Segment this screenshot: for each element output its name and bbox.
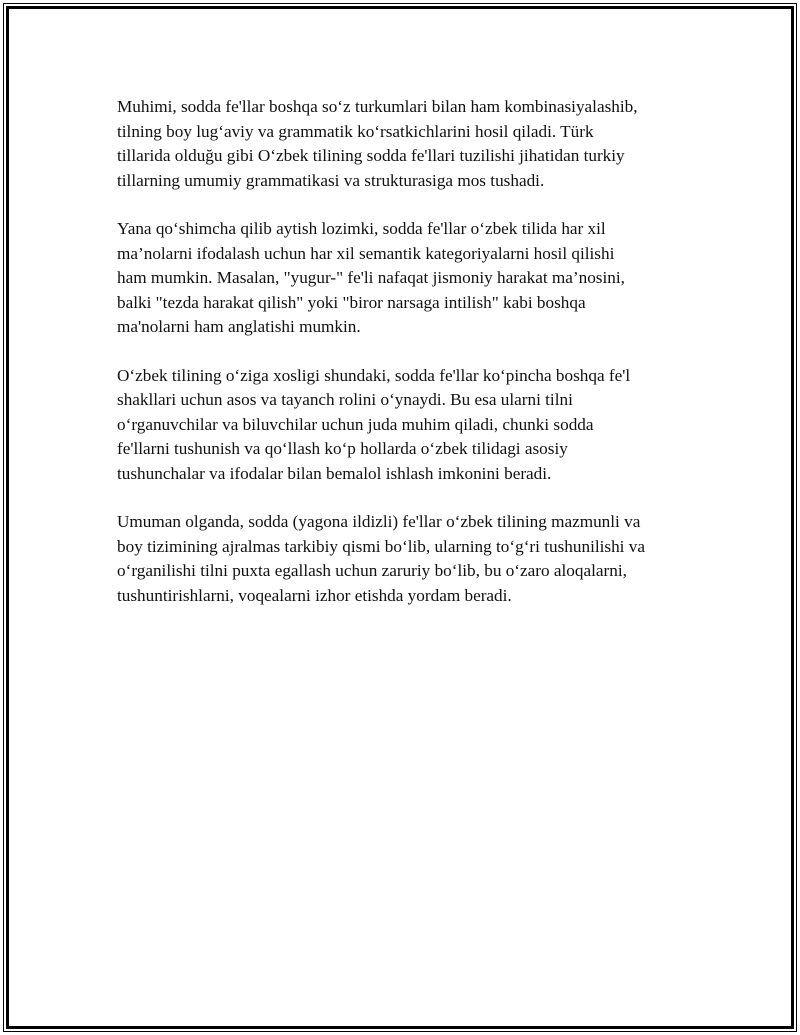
document-body bbox=[117, 95, 689, 632]
paragraph-2 bbox=[117, 217, 689, 340]
text-line: Yana qo‘shimcha qilib aytish lozimki, sodda fe'llar o‘zbek tilida har xil bbox=[117, 219, 606, 238]
text-line: Muhimi, sodda fe'llar boshqa so‘z turkumlari bilan ham kombinasiyalashib, bbox=[117, 97, 638, 116]
text-line: Umuman olganda, sodda (yagona ildizli) fe'llar o‘zbek tilining mazmunli va bbox=[117, 512, 641, 531]
text-line: o‘rganuvchilar va biluvchilar uchun juda muhim qiladi, chunki sodda bbox=[117, 414, 594, 434]
text-line: tushunchalar va ifodalar bilan bemalol ishlash imkonini beradi. bbox=[117, 463, 552, 483]
text-line: ham mumkin. Masalan, "yugur-" fe'li nafaqat jismoniy harakat ma’nosini, bbox=[117, 268, 625, 287]
text-line: ma'nolarni ham anglatishi mumkin. bbox=[117, 317, 361, 336]
text-line: fe'llarni tushunish va qo‘llash ko‘p hollarda o‘zbek tilidagi asosiy bbox=[117, 439, 568, 458]
text-line: ma’nolarni ifodalash uchun har xil semantik kategoriyalarni hosil qilishi bbox=[117, 243, 615, 263]
text-line: O‘zbek tilining o‘ziga xosligi shundaki, sodda fe'llar ko‘pincha boshqa fe'l bbox=[117, 365, 631, 385]
paragraph-4 bbox=[117, 510, 689, 608]
paragraph-1 bbox=[117, 95, 689, 193]
text-line: o‘rganilishi tilni puxta egallash uchun zaruriy bo‘lib, bu o‘zaro aloqalarni, bbox=[117, 561, 627, 580]
text-line: balki "tezda harakat qilish" yoki "biror narsaga intilish" kabi boshqa bbox=[117, 292, 586, 312]
text-line: tilning boy lug‘aviy va grammatik ko‘rsatkichlarini hosil qiladi. Türk bbox=[117, 121, 594, 141]
text-line: tillarning umumiy grammatikasi va strukturasiga mos tushadi. bbox=[117, 170, 545, 190]
text-line: tillarida olduğu gibi O‘zbek tilining sodda fe'llari tuzilishi jihatidan turkiy bbox=[117, 146, 625, 165]
text-line: boy tizimining ajralmas tarkibiy qismi bo‘lib, ularning to‘g‘ri tushunilishi va bbox=[117, 536, 645, 556]
text-line: shakllari uchun asos va tayanch rolini o‘ynaydi. Bu esa ularni tilni bbox=[117, 390, 573, 409]
text-line: tushuntirishlarni, voqealarni izhor etishda yordam beradi. bbox=[117, 585, 512, 605]
paragraph-3 bbox=[117, 364, 689, 487]
